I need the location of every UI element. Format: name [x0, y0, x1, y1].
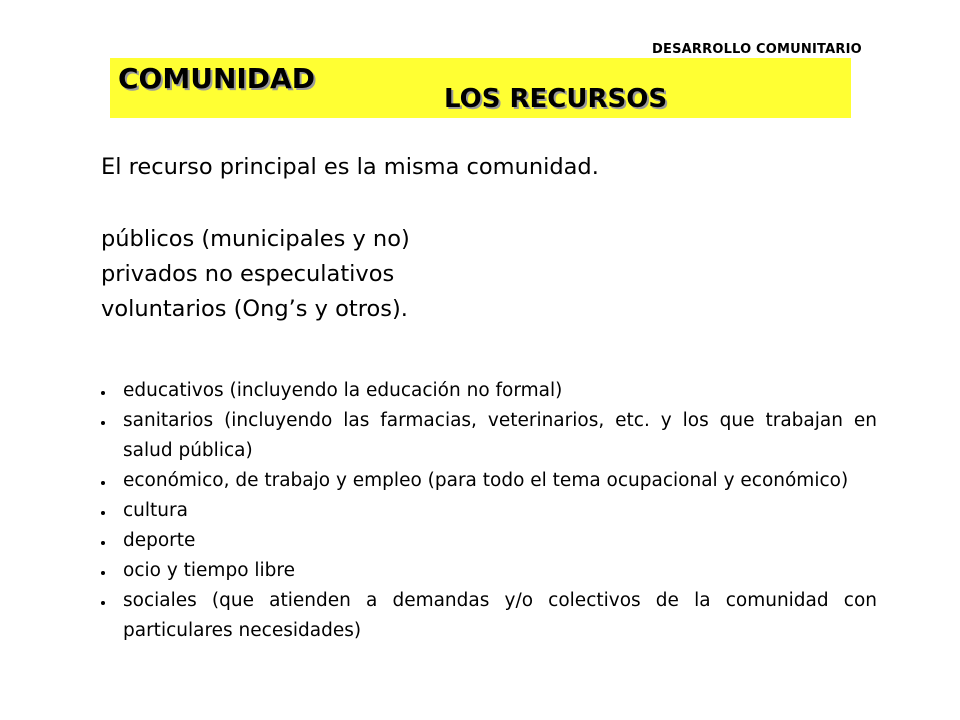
- list-item-text: deporte: [123, 530, 196, 551]
- bullet-dot-icon: [101, 601, 105, 605]
- list-item-text: sociales (que atienden a demandas y/o colectivos de la comunidad con particulares necesidades): [123, 590, 877, 641]
- bullet-dot-icon: [101, 481, 105, 485]
- list-item-text: educativos (incluyendo la educación no formal): [123, 380, 563, 401]
- list-item-text: económico, de trabajo y empleo (para todo el tema ocupacional y económico): [123, 470, 849, 491]
- bullet-dot-icon: [101, 391, 105, 395]
- list-item: [100, 526, 877, 556]
- bullet-dot-icon: [101, 541, 105, 545]
- list-item: [100, 556, 877, 586]
- list-item: [100, 406, 877, 466]
- resource-bullet-list: [100, 376, 877, 646]
- list-item: [100, 586, 877, 646]
- resource-type-privados: privados no especulativos: [101, 261, 395, 287]
- list-item: [100, 466, 877, 496]
- list-item: [100, 376, 877, 406]
- intro-text: El recurso principal es la misma comunidad.: [101, 154, 599, 180]
- header-label: DESARROLLO COMUNITARIO: [652, 42, 862, 57]
- list-item: [100, 496, 877, 526]
- bullet-dot-icon: [101, 421, 105, 425]
- bullet-dot-icon: [101, 511, 105, 515]
- bullet-dot-icon: [101, 571, 105, 575]
- resource-type-publicos: públicos (municipales y no): [101, 226, 410, 252]
- list-item-text: ocio y tiempo libre: [123, 560, 296, 581]
- page-title: COMUNIDAD: [118, 62, 315, 95]
- page-subtitle: LOS RECURSOS: [444, 84, 668, 114]
- list-item-text: cultura: [123, 500, 188, 521]
- list-item-text: sanitarios (incluyendo las farmacias, veterinarios, etc. y los que trabajan en salud pública): [123, 410, 877, 461]
- resource-type-voluntarios: voluntarios (Ong’s y otros).: [101, 296, 408, 322]
